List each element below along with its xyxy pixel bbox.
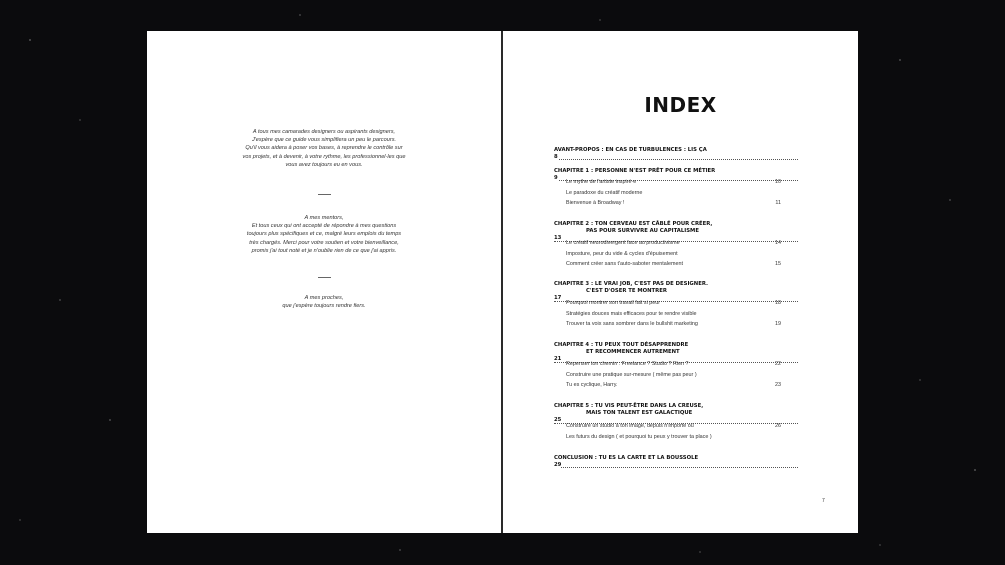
page-number: 7 xyxy=(822,498,825,504)
dedication-line: que j'espère toujours rendre fiers. xyxy=(282,303,366,310)
chapter-page: 13 xyxy=(554,235,562,242)
chapter-title: AVANT-PROPOS : EN CAS DE TURBULENCES : LIS ÇA xyxy=(554,147,707,153)
dedication-line: A mes proches, xyxy=(304,295,344,301)
right-page xyxy=(503,31,858,533)
dedication-family xyxy=(147,294,501,310)
subsection-page: 11 xyxy=(775,200,781,206)
subsection-page: 18 xyxy=(775,300,781,306)
toc-subsection[interactable] xyxy=(566,311,781,318)
chapter-page: 9 xyxy=(554,175,558,182)
subsection-label: Le paradoxe du créatif moderne xyxy=(566,190,643,196)
chapter-title: CHAPITRE 5 : TU VIS PEUT-ÊTRE DANS LA CREUSE, xyxy=(554,403,704,409)
subsection-page: 19 xyxy=(775,321,781,327)
toc-subsection[interactable] xyxy=(566,251,781,258)
subsection-label: Bienvenue à Broadway ! xyxy=(566,200,625,206)
dedication-line: A mes mentors, xyxy=(304,215,344,221)
toc-subsection[interactable] xyxy=(566,240,781,247)
left-page xyxy=(147,31,501,533)
dedication-line: A tous mes camarades designers ou aspirants designers, xyxy=(252,129,396,135)
chapter-title: CHAPITRE 4 : TU PEUX TOUT DÉSAPPRENDRE xyxy=(554,342,689,348)
subsection-page: 26 xyxy=(775,423,781,429)
subsection-page: 23 xyxy=(775,382,781,388)
chapter-title: CONCLUSION : TU ES LA CARTE ET LA BOUSSOLE xyxy=(554,455,699,461)
chapter-title: CHAPITRE 2 : TON CERVEAU EST CÂBLÉ POUR CRÉER, xyxy=(554,221,713,227)
dedication-line: toujours plus spécifiques et ce, malgré leurs emplois du temps xyxy=(246,231,402,238)
chapter-page: 21 xyxy=(554,356,562,363)
subsection-label: Stratégies douces mais efficaces pour te rendre visible xyxy=(566,311,697,317)
dedication-designers xyxy=(147,128,501,169)
dedication-mentors xyxy=(147,214,501,255)
chapter-page: 25 xyxy=(554,417,562,424)
toc-chapter-5[interactable] xyxy=(554,403,808,425)
toc-chapter-conclusion[interactable] xyxy=(554,455,808,469)
subsection-label: Le mythe de l'artiste inspiré·e xyxy=(566,179,637,185)
subsection-label: Imposture, peur du vide & cycles d'épuisement xyxy=(566,251,678,257)
subsection-label: Repenser ton chemin : Freelance ? Studio ? Rien ? xyxy=(566,361,689,367)
chapter-title-line2: C'EST D'OSER TE MONTRER xyxy=(586,288,667,295)
separator xyxy=(318,194,331,195)
dedication-line: très chargés. Merci pour votre soutien et votre bienveillance, xyxy=(249,239,399,246)
toc-subsection[interactable] xyxy=(566,423,781,430)
subsection-label: Construire un studio à ton image, depuis n'importe où xyxy=(566,423,694,429)
subsection-label: Trouver ta voix sans sombrer dans le bullshit marketing xyxy=(566,321,698,327)
toc-subsection[interactable] xyxy=(566,382,781,389)
toc-subsection[interactable] xyxy=(566,261,781,268)
subsection-label: Le créatif neurodivergent face au productivisme xyxy=(566,240,680,246)
dedication-line: vous avez toujours eu en vous. xyxy=(285,161,363,168)
subsection-label: Pourquoi montrer son travail fait si peur xyxy=(566,300,661,306)
toc-subsection[interactable] xyxy=(566,434,781,441)
toc-subsection[interactable] xyxy=(566,361,781,368)
dedication-line: Et tous ceux qui ont accepté de répondre à mes questions xyxy=(251,223,397,230)
chapter-page: 8 xyxy=(554,154,558,161)
chapter-page: 29 xyxy=(554,462,562,469)
subsection-label: Tu es cyclique, Harry. xyxy=(566,382,618,388)
chapter-title: CHAPITRE 1 : PERSONNE N'EST PRÊT POUR CE MÉTIER xyxy=(554,168,716,174)
toc-subsection[interactable] xyxy=(566,190,781,197)
toc-leader xyxy=(554,467,798,468)
index-title: INDEX xyxy=(644,93,717,117)
dedication-line: J'espère que ce guide vous simplifiera un peu le parcours. xyxy=(251,137,397,144)
chapter-title: CHAPITRE 3 : LE VRAI JOB, C'EST PAS DE DESIGNER. xyxy=(554,281,709,287)
subsection-page: 14 xyxy=(775,240,781,246)
subsection-label: Les futurs du design ( et pourquoi tu peux y trouver ta place ) xyxy=(566,434,712,440)
toc-subsection[interactable] xyxy=(566,300,781,307)
chapter-title-line2: ET RECOMMENCER AUTREMENT xyxy=(586,349,680,356)
toc-chapter-avant-propos[interactable] xyxy=(554,147,808,161)
chapter-page: 17 xyxy=(554,295,562,302)
chapter-title-line2: MAIS TON TALENT EST GALACTIQUE xyxy=(586,410,693,417)
subsection-page: 22 xyxy=(775,361,781,367)
separator xyxy=(318,277,331,278)
subsection-label: Construire une pratique sur-mesure ( même pas peur ) xyxy=(566,372,697,378)
toc-subsection[interactable] xyxy=(566,321,781,328)
toc-leader xyxy=(554,159,798,160)
toc-subsection[interactable] xyxy=(566,179,781,186)
toc-subsection[interactable] xyxy=(566,372,781,379)
dedication-line: vos projets, et à devenir, à votre rythme, les professionnel·les que xyxy=(242,153,406,160)
chapter-title-line2: PAS POUR SURVIVRE AU CAPITALISME xyxy=(586,228,699,235)
toc-subsection[interactable] xyxy=(566,200,781,207)
subsection-page: 15 xyxy=(775,261,781,267)
subsection-page: 10 xyxy=(775,179,781,185)
subsection-label: Comment créer sans t'auto-saboter mentalement xyxy=(566,261,683,267)
dedication-line: Qu'il vous aidera à poser vos bases, à reprendre le contrôle sur xyxy=(245,145,403,152)
dedication-line: promis j'ai tout noté et je n'oublie rien de ce que j'ai appris. xyxy=(251,247,397,254)
